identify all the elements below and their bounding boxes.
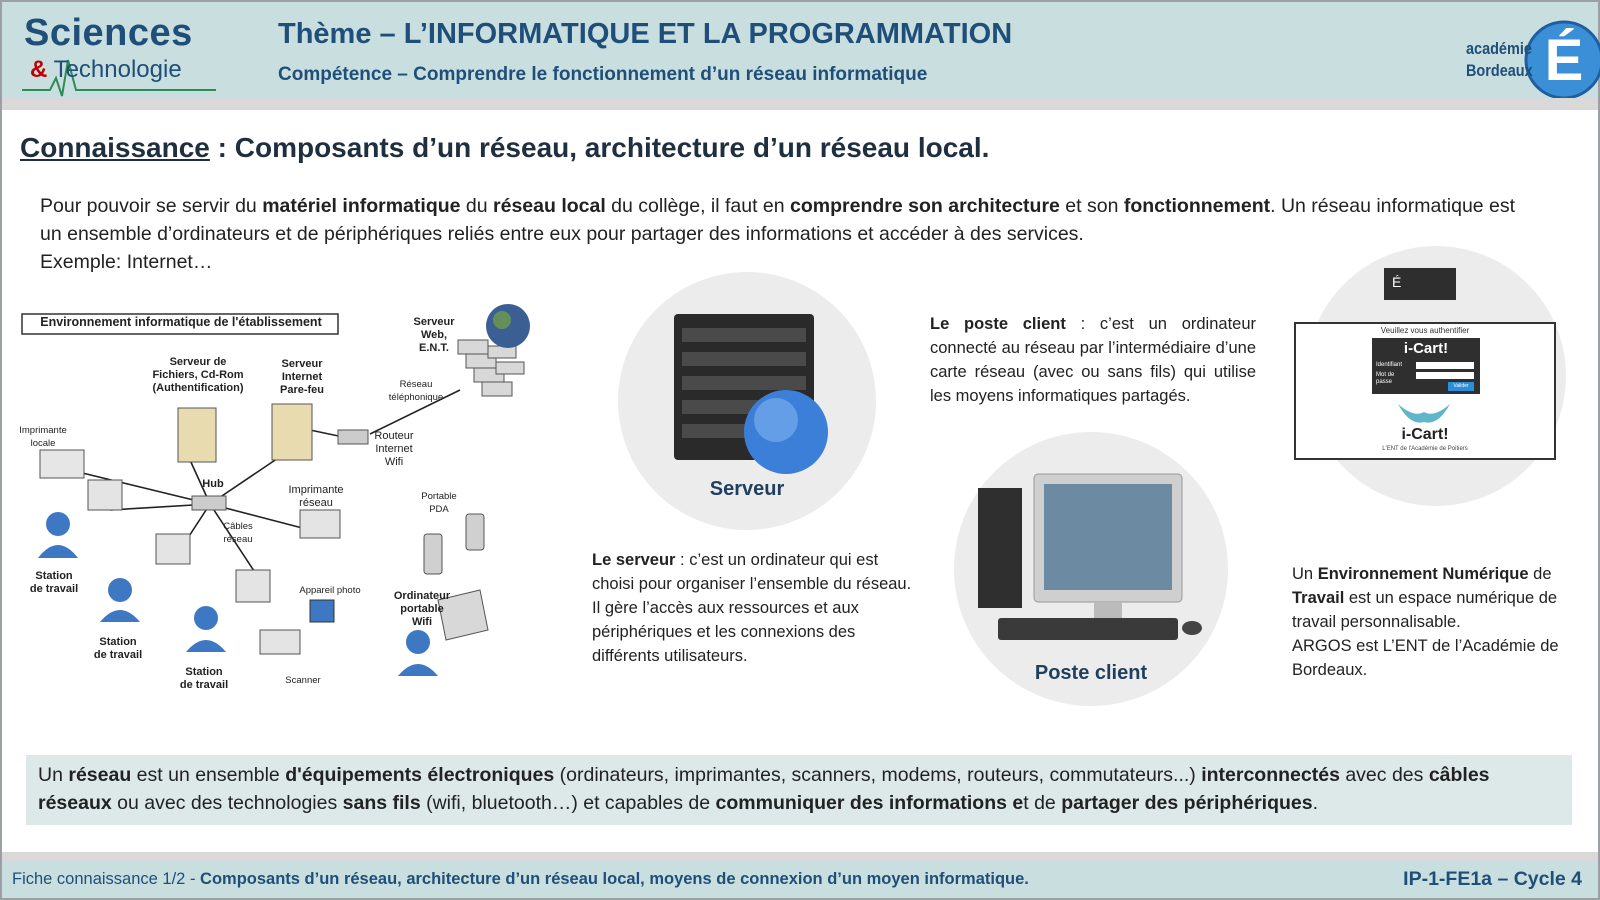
label-cables: Câbles réseau	[223, 521, 253, 545]
theme-title: Thème – L’INFORMATIQUE ET LA PROGRAMMATION	[278, 18, 1013, 50]
academie-letter: É	[1544, 28, 1584, 93]
label-router: Routeur Internet Wifi	[374, 430, 414, 468]
label-camera: Appareil photo	[299, 585, 361, 596]
academie-bordeaux-logo	[1454, 6, 1600, 100]
server-circle	[618, 272, 876, 530]
network-diagram	[10, 300, 540, 710]
server-caption: Serveur	[709, 478, 785, 500]
label-laptop: Ordinateur portable Wifi	[393, 590, 451, 628]
label-server-files: Serveur de Fichiers, Cd-Rom (Authentification)	[152, 356, 244, 394]
label-hub: Hub	[202, 478, 224, 490]
icart-bird-icon	[1394, 398, 1454, 428]
footer-banner	[2, 862, 1598, 898]
label-pda: Portable PDA	[421, 491, 457, 515]
sciences-technologie-logo	[20, 10, 220, 96]
header-divider	[2, 98, 1598, 110]
server-tower-icon	[178, 404, 312, 462]
label-server-internet: Serveur Internet Pare-feu	[279, 358, 325, 396]
label-local-printer: Imprimante locale	[19, 425, 67, 449]
academie-line2: Bordeaux	[1466, 61, 1533, 80]
title-rest: : Composants d’un réseau, architecture d’un réseau local.	[209, 132, 990, 163]
header-banner	[2, 2, 1598, 98]
ent-badge: É	[1384, 268, 1456, 300]
label-network-printer: Imprimante réseau	[288, 484, 344, 509]
label-phone-network: Réseau téléphonique	[388, 379, 444, 403]
logo-ampersand: &	[30, 56, 48, 83]
academie-text	[1466, 38, 1533, 82]
client-circle	[954, 432, 1228, 706]
ent-description: Un Environnement Numérique de Travail est un espace numérique de travail personnalisable. ARGOS est L’ENT de l’Académie de Bordeaux.	[1292, 565, 1559, 679]
label-server-web: Serveur Web, E.N.T.	[413, 316, 455, 354]
title-connaissance: Connaissance	[20, 132, 210, 163]
intro-paragraph: Pour pouvoir se servir du matériel informatique du réseau local du collège, il faut en comprendre son architecture et son fonctionnement. Un réseau informatique est un ensemble d’ordinateurs et de périphériques reliés entre eux pour partager des informations et accéder à des services. Exemple: Internet…	[40, 195, 1516, 273]
page-title	[20, 132, 989, 164]
logo-sciences-text: Sciences	[24, 12, 193, 54]
intro-example: Exemple: Internet…	[40, 251, 213, 273]
icart-logo-text: i-Cart!	[1401, 426, 1449, 443]
icart-field-label-2: Mot de passe	[1376, 372, 1395, 385]
label-workstation-3: Station de travail	[179, 666, 229, 691]
icart-screen-title: Veuillez vous authentifier	[1380, 326, 1470, 335]
network-definition-box: Un réseau est un ensemble d'équipements électroniques (ordinateurs, imprimantes, scanners, modems, routeurs, commutateurs...) interconnectés avec des câbles réseaux ou avec des technologies sans fils (wifi, bluetooth…) et capables de communiquer des informations et de partager des périphériques.	[26, 755, 1572, 825]
icart-username-input[interactable]	[1416, 362, 1474, 369]
client-caption: Poste client	[1034, 662, 1148, 684]
diagram-heading: Environnement informatique de l'établissement	[40, 315, 322, 329]
icart-brand: i-Cart!	[1403, 340, 1449, 357]
icart-field-label-1: Identifiant	[1376, 362, 1403, 368]
logo-technologie-text	[30, 56, 182, 84]
footer-sheet-info: Fiche connaissance 1/2 - Composants d’un réseau, architecture d’un réseau local, moyens de connexion d’un moyen informatique.	[12, 870, 1029, 888]
icart-login-screenshot	[1294, 322, 1556, 460]
academie-line1: académie	[1466, 39, 1532, 58]
icart-login-box	[1372, 338, 1480, 394]
label-workstation-1: Station de travail	[29, 570, 79, 595]
icart-password-input[interactable]	[1416, 372, 1474, 379]
label-scanner: Scanner	[285, 675, 321, 686]
client-description: Le poste client : c’est un ordinateur connecté au réseau par l’intermédiaire d’une carte réseau (avec ou sans fils) qui utilise les moyens informatiques partagés.	[930, 315, 1257, 405]
footer-reference-code: IP-1-FE1a – Cycle 4	[1403, 868, 1582, 890]
competence-subtitle: Compétence – Comprendre le fonctionnement d’un réseau informatique	[278, 64, 928, 85]
logo-technologie-word: Technologie	[53, 56, 182, 83]
server-description: Le serveur : c’est un ordinateur qui est choisi pour organiser l’ensemble du réseau. Il gère l’accès aux ressources et aux périphériques et les connexions des différents utilisateurs.	[592, 551, 912, 665]
icart-validate-button[interactable]: Valider	[1448, 382, 1474, 391]
label-workstation-2: Station de travail	[93, 636, 143, 661]
footer-divider	[2, 852, 1598, 862]
icart-footer-text: L'ENT de l'Académie de Poitiers	[1382, 446, 1468, 452]
